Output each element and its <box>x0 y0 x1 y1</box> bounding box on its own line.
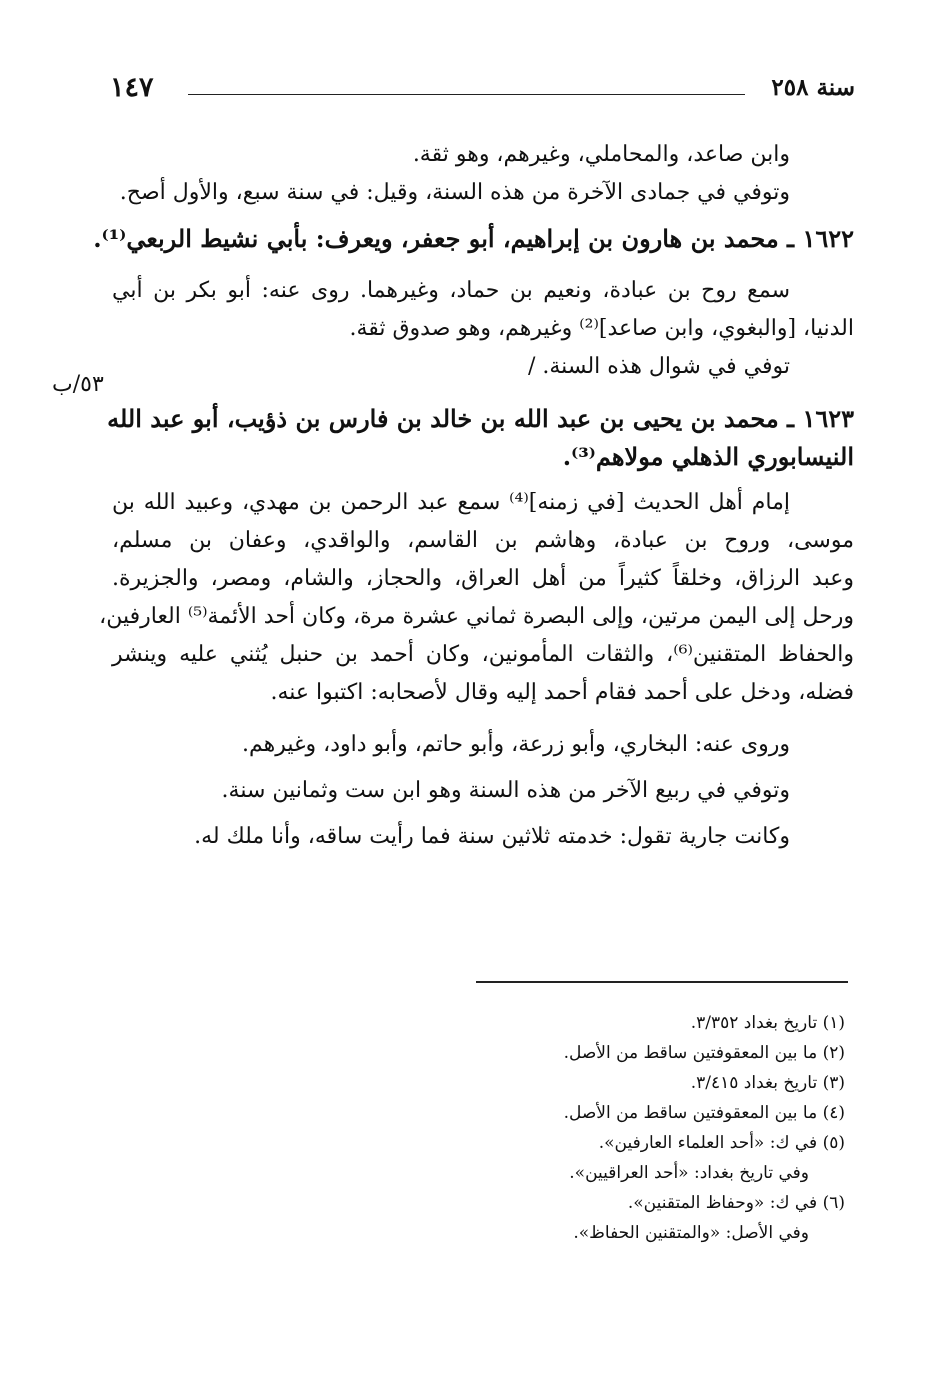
footnote: (٥) في ك: «أحد العلماء العارفين». <box>598 1133 845 1153</box>
header-rule <box>188 94 745 95</box>
text-line: وعبد الرزاق، وخلقاً كثيراً من أهل العراق، والحجاز، والشام، ومصر، والجزيرة. <box>112 566 854 591</box>
footnotes <box>300 1008 845 1248</box>
text-line: وتوفي في جمادى الآخرة من هذه السنة، وقيل: في سنة سبع، والأول أصح. <box>119 180 790 205</box>
page-header <box>110 72 855 112</box>
entry-heading-1623-cont: النيسابوري الذهلي مولاهم⁽³⁾. <box>562 442 854 471</box>
text-line: وتوفي في ربيع الآخر من هذه السنة وهو ابن ست وثمانين سنة. <box>221 778 790 803</box>
text-line: توفي في شوال هذه السنة. / <box>527 354 790 379</box>
text-line: وكانت جارية تقول: خدمته ثلاثين سنة فما رأيت ساقه، وأنا ملك له. <box>194 824 790 849</box>
main-text <box>93 136 854 856</box>
text-line: وروى عنه: البخاري، وأبو زرعة، وأبو حاتم، وأبو داود، وغيرهم. <box>242 732 790 757</box>
footnote: (٤) ما بين المعقوفتين ساقط من الأصل. <box>563 1103 845 1123</box>
entry-heading-1623: ١٦٢٣ ـ محمد بن يحيى بن عبد الله بن خالد بن فارس بن ذؤيب، أبو عبد الله <box>107 404 854 433</box>
text-line: الدنيا، [والبغوي، وابن صاعد]⁽²⁾ وغيرهم، وهو صدوق ثقة. <box>349 316 854 341</box>
footnote: (١) تاريخ بغداد ٣/٣٥٢. <box>690 1013 845 1033</box>
footnote: (٣) تاريخ بغداد ٣/٤١٥. <box>690 1073 845 1093</box>
footnote: (٢) ما بين المعقوفتين ساقط من الأصل. <box>563 1043 845 1063</box>
footnote-continuation: وفي تاريخ بغداد: «أحد العراقيين». <box>569 1163 809 1183</box>
text-line: إمام أهل الحديث [في زمنه]⁽⁴⁾ سمع عبد الرحمن بن مهدي، وعبيد الله بن <box>112 490 790 515</box>
text-line: سمع روح بن عبادة، ونعيم بن حماد، وغيرهما. روى عنه: أبو بكر بن أبي <box>112 278 790 303</box>
text-line: فضله، ودخل على أحمد فقام أحمد إليه وقال لأصحابه: اكتبوا عنه. <box>270 680 854 705</box>
text-line: والحفاظ المتقنين⁽⁶⁾، والثقات المأمونين، وكان أحمد بن حنبل يُثني عليه وينشر <box>112 642 854 667</box>
running-title: سنة ٢٥٨ <box>771 74 855 101</box>
footnote: (٦) في ك: «وحفاظ المتقنين». <box>627 1193 845 1213</box>
text-line: ورحل إلى اليمن مرتين، وإلى البصرة ثماني عشرة مرة، وكان أحد الأئمة⁽⁵⁾ العارفين، <box>99 604 854 629</box>
text-line: وابن صاعد، والمحاملي، وغيرهم، وهو ثقة. <box>412 142 790 167</box>
manuscript-folio-marker: ٥٣/ب <box>52 372 104 397</box>
footnote-separator <box>476 981 848 983</box>
entry-heading-1622: ١٦٢٢ ـ محمد بن هارون بن إبراهيم، أبو جعفر، ويعرف: بأبي نشيط الربعي⁽¹⁾. <box>93 224 854 253</box>
footnote-continuation: وفي الأصل: «والمتقنين الحفاظ». <box>573 1223 809 1243</box>
page-number: ١٤٧ <box>110 72 154 103</box>
text-line: موسى، وروح بن عبادة، وهاشم بن القاسم، والواقدي، وعفان بن مسلم، <box>112 528 854 553</box>
